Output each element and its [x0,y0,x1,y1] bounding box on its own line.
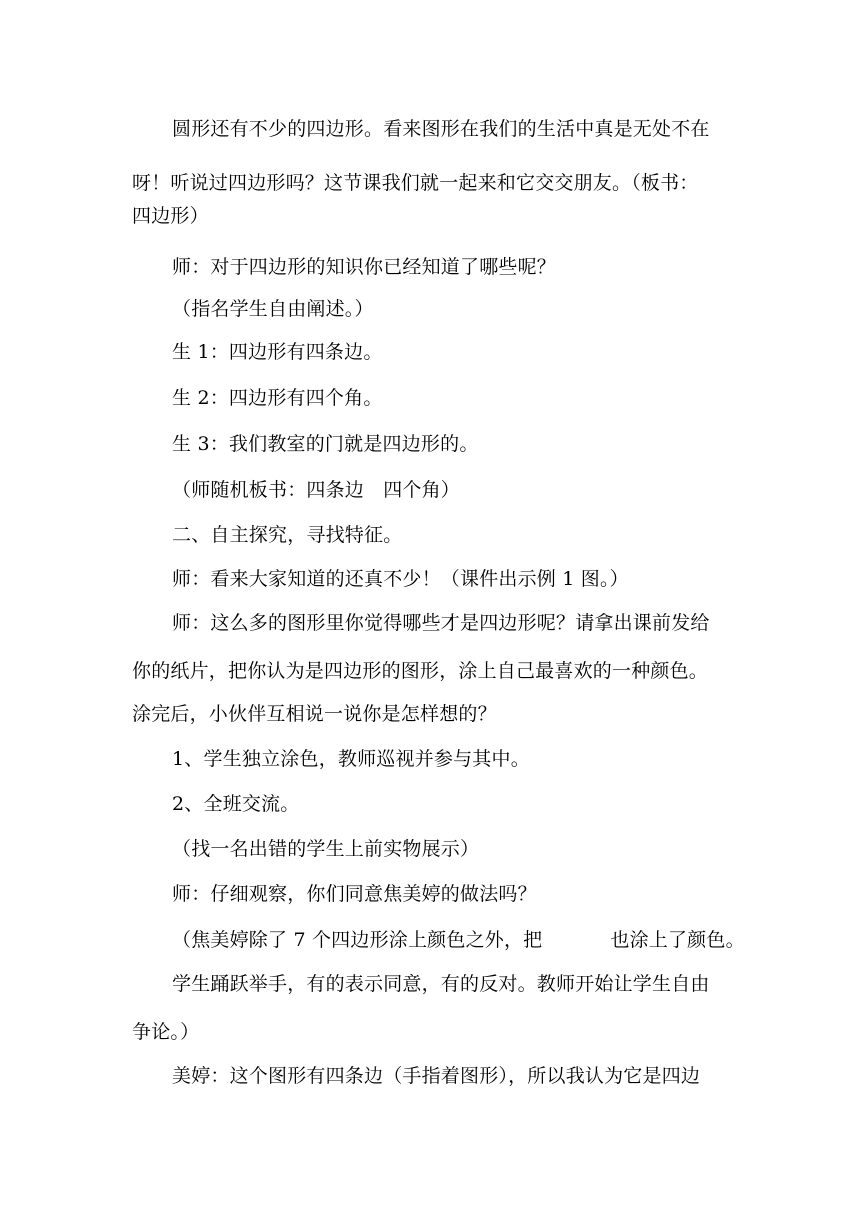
text-line: 生 2：四边形有四个角。 [172,387,383,409]
text-line: 师：这么多的图形里你觉得哪些才是四边形呢？请拿出课前发给 [172,612,710,634]
text-before-gap: （焦美婷除了 7 个四边形涂上颜色之外，把 [172,929,543,951]
text-line: 争论。） [132,1021,200,1043]
text-line: 学生踊跃举手，有的表示同意，有的反对。教师开始让学生自由 [172,973,710,995]
text-line: 生 3：我们教室的门就是四边形的。 [172,433,479,455]
text-after-gap: 也涂上了颜色。 [610,929,745,951]
text-line: 美婷：这个图形有四条边（手指着图形），所以我认为它是四边 [172,1065,701,1087]
text-line: 圆形还有不少的四边形。看来图形在我们的生活中真是无处不在 [172,118,710,140]
text-line: 2、全班交流。 [172,793,300,815]
text-line-split [172,927,772,953]
text-line: 呀！听说过四边形吗？这节课我们就一起来和它交交朋友。（板书： [132,172,699,194]
text-line: 生 1：四边形有四条边。 [172,341,383,363]
text-line: 师：看来大家知道的还真不少！（课件出示例 1 图。） [172,568,629,590]
text-line: 四边形） [132,205,209,227]
text-line: 师：对于四边形的知识你已经知道了哪些呢？ [172,256,557,278]
text-line: （师随机板书：四条边 四个角） [172,479,461,501]
text-line: 师：仔细观察，你们同意焦美婷的做法吗？ [172,883,537,905]
text-line: 1、学生独立涂色，教师巡视并参与其中。 [172,748,530,770]
text-line: 你的纸片，把你认为是四边形的图形，涂上自己最喜欢的一种颜色。 [132,660,709,682]
text-line: 二、自主探究，寻找特征。 [172,524,403,546]
text-line: （指名学生自由阐述。） [172,298,374,320]
text-line: 涂完后，小伙伴互相说一说你是怎样想的？ [132,703,497,725]
text-line: （找一名出错的学生上前实物展示） [172,838,480,860]
